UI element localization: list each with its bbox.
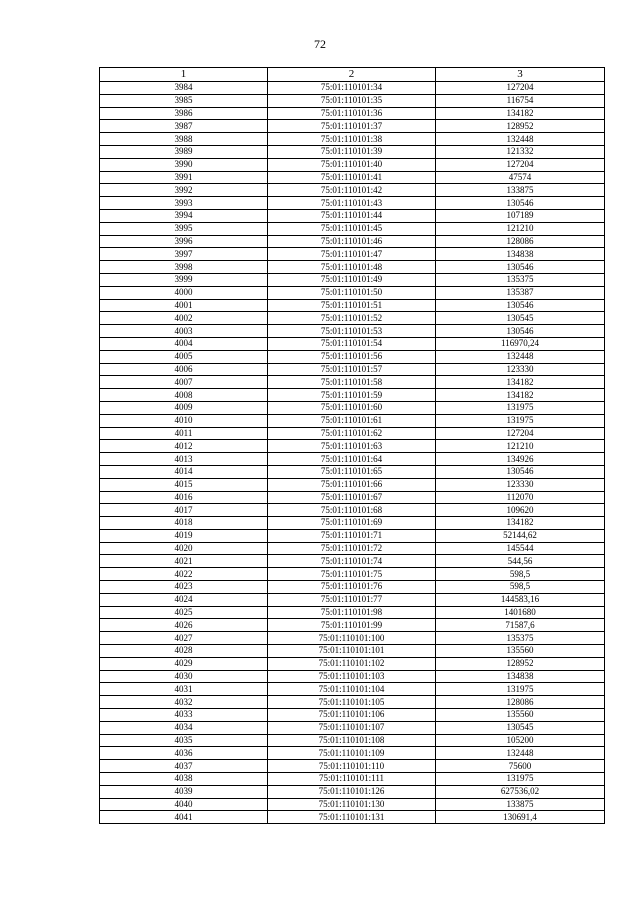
table-row bbox=[100, 145, 605, 158]
value-cell: 130546 bbox=[436, 197, 605, 210]
value-cell: 135375 bbox=[436, 273, 605, 286]
value-cell: 123330 bbox=[436, 478, 605, 491]
table-row bbox=[100, 465, 605, 478]
cadastral-number-cell: 75:01:110101:126 bbox=[268, 785, 436, 798]
cadastral-number-cell: 75:01:110101:60 bbox=[268, 401, 436, 414]
table-row bbox=[100, 286, 605, 299]
row-number-cell: 4031 bbox=[100, 683, 268, 696]
table-row bbox=[100, 107, 605, 120]
cadastral-number-cell: 75:01:110101:74 bbox=[268, 555, 436, 568]
table-row bbox=[100, 363, 605, 376]
cadastral-number-cell: 75:01:110101:109 bbox=[268, 747, 436, 760]
table-row bbox=[100, 606, 605, 619]
row-number-cell: 4023 bbox=[100, 581, 268, 594]
table-row bbox=[100, 657, 605, 670]
row-number-cell: 4014 bbox=[100, 465, 268, 478]
value-cell: 130691,4 bbox=[436, 811, 605, 824]
table-row bbox=[100, 427, 605, 440]
value-cell: 109620 bbox=[436, 504, 605, 517]
value-cell: 130546 bbox=[436, 299, 605, 312]
table-row bbox=[100, 248, 605, 261]
row-number-cell: 4034 bbox=[100, 721, 268, 734]
value-cell: 144583,16 bbox=[436, 593, 605, 606]
cadastral-number-cell: 75:01:110101:98 bbox=[268, 606, 436, 619]
value-cell: 134838 bbox=[436, 670, 605, 683]
table-row bbox=[100, 337, 605, 350]
cadastral-number-cell: 75:01:110101:47 bbox=[268, 248, 436, 261]
column-header-2: 2 bbox=[268, 68, 436, 82]
value-cell: 130545 bbox=[436, 721, 605, 734]
row-number-cell: 4007 bbox=[100, 376, 268, 389]
row-number-cell: 4002 bbox=[100, 312, 268, 325]
value-cell: 134182 bbox=[436, 107, 605, 120]
table-row bbox=[100, 555, 605, 568]
row-number-cell: 4022 bbox=[100, 568, 268, 581]
cadastral-number-cell: 75:01:110101:34 bbox=[268, 82, 436, 95]
row-number-cell: 4020 bbox=[100, 542, 268, 555]
row-number-cell: 4010 bbox=[100, 414, 268, 427]
row-number-cell: 4036 bbox=[100, 747, 268, 760]
table-row bbox=[100, 581, 605, 594]
table-row bbox=[100, 721, 605, 734]
value-cell: 130546 bbox=[436, 261, 605, 274]
column-header-1: 1 bbox=[100, 68, 268, 82]
row-number-cell: 3989 bbox=[100, 145, 268, 158]
value-cell: 107189 bbox=[436, 209, 605, 222]
row-number-cell: 4001 bbox=[100, 299, 268, 312]
value-cell: 127204 bbox=[436, 158, 605, 171]
row-number-cell: 4027 bbox=[100, 632, 268, 645]
value-cell: 544,56 bbox=[436, 555, 605, 568]
cadastral-number-cell: 75:01:110101:37 bbox=[268, 120, 436, 133]
page-number: 72 bbox=[314, 37, 326, 51]
row-number-cell: 4013 bbox=[100, 453, 268, 466]
value-cell: 135375 bbox=[436, 632, 605, 645]
table-row bbox=[100, 350, 605, 363]
row-number-cell: 3999 bbox=[100, 273, 268, 286]
cadastral-number-cell: 75:01:110101:67 bbox=[268, 491, 436, 504]
table-row bbox=[100, 376, 605, 389]
cadastral-number-cell: 75:01:110101:62 bbox=[268, 427, 436, 440]
value-cell: 121210 bbox=[436, 440, 605, 453]
row-number-cell: 4037 bbox=[100, 760, 268, 773]
row-number-cell: 4041 bbox=[100, 811, 268, 824]
table-row bbox=[100, 747, 605, 760]
cadastral-number-cell: 75:01:110101:56 bbox=[268, 350, 436, 363]
value-cell: 116970,24 bbox=[436, 337, 605, 350]
row-number-cell: 4015 bbox=[100, 478, 268, 491]
table-row bbox=[100, 120, 605, 133]
table-row bbox=[100, 619, 605, 632]
table-row bbox=[100, 299, 605, 312]
row-number-cell: 4012 bbox=[100, 440, 268, 453]
value-cell: 145544 bbox=[436, 542, 605, 555]
table-row bbox=[100, 171, 605, 184]
cadastral-number-cell: 75:01:110101:61 bbox=[268, 414, 436, 427]
row-number-cell: 3988 bbox=[100, 133, 268, 146]
value-cell: 123330 bbox=[436, 363, 605, 376]
table-row bbox=[100, 82, 605, 95]
table-row bbox=[100, 312, 605, 325]
table-row bbox=[100, 593, 605, 606]
cadastral-number-cell: 75:01:110101:100 bbox=[268, 632, 436, 645]
value-cell: 52144,62 bbox=[436, 529, 605, 542]
row-number-cell: 4032 bbox=[100, 696, 268, 709]
table-row bbox=[100, 773, 605, 786]
table-row bbox=[100, 709, 605, 722]
row-number-cell: 4029 bbox=[100, 657, 268, 670]
row-number-cell: 4005 bbox=[100, 350, 268, 363]
row-number-cell: 4017 bbox=[100, 504, 268, 517]
table-row bbox=[100, 517, 605, 530]
row-number-cell: 4038 bbox=[100, 773, 268, 786]
row-number-cell: 3985 bbox=[100, 94, 268, 107]
value-cell: 627536,02 bbox=[436, 785, 605, 798]
value-cell: 75600 bbox=[436, 760, 605, 773]
cadastral-number-cell: 75:01:110101:46 bbox=[268, 235, 436, 248]
value-cell: 105200 bbox=[436, 734, 605, 747]
cadastral-number-cell: 75:01:110101:53 bbox=[268, 325, 436, 338]
cadastral-number-cell: 75:01:110101:72 bbox=[268, 542, 436, 555]
row-number-cell: 3994 bbox=[100, 209, 268, 222]
row-number-cell: 4024 bbox=[100, 593, 268, 606]
table-row bbox=[100, 645, 605, 658]
table-row bbox=[100, 542, 605, 555]
value-cell: 598,5 bbox=[436, 581, 605, 594]
row-number-cell: 4016 bbox=[100, 491, 268, 504]
row-number-cell: 4028 bbox=[100, 645, 268, 658]
cadastral-number-cell: 75:01:110101:68 bbox=[268, 504, 436, 517]
row-number-cell: 3993 bbox=[100, 197, 268, 210]
table-row bbox=[100, 760, 605, 773]
cadastral-number-cell: 75:01:110101:107 bbox=[268, 721, 436, 734]
cadastral-number-cell: 75:01:110101:110 bbox=[268, 760, 436, 773]
cadastral-number-cell: 75:01:110101:75 bbox=[268, 568, 436, 581]
cadastral-number-cell: 75:01:110101:77 bbox=[268, 593, 436, 606]
table-row bbox=[100, 133, 605, 146]
value-cell: 128952 bbox=[436, 657, 605, 670]
value-cell: 71587,6 bbox=[436, 619, 605, 632]
table-row bbox=[100, 453, 605, 466]
table-row bbox=[100, 273, 605, 286]
value-cell: 128086 bbox=[436, 235, 605, 248]
value-cell: 131975 bbox=[436, 401, 605, 414]
value-cell: 116754 bbox=[436, 94, 605, 107]
table-row bbox=[100, 222, 605, 235]
table-row bbox=[100, 158, 605, 171]
value-cell: 134182 bbox=[436, 517, 605, 530]
table-row bbox=[100, 94, 605, 107]
cadastral-number-cell: 75:01:110101:49 bbox=[268, 273, 436, 286]
row-number-cell: 4011 bbox=[100, 427, 268, 440]
value-cell: 112070 bbox=[436, 491, 605, 504]
cadastral-number-cell: 75:01:110101:57 bbox=[268, 363, 436, 376]
cadastral-number-cell: 75:01:110101:50 bbox=[268, 286, 436, 299]
table-row bbox=[100, 632, 605, 645]
value-cell: 130546 bbox=[436, 325, 605, 338]
row-number-cell: 3986 bbox=[100, 107, 268, 120]
row-number-cell: 3996 bbox=[100, 235, 268, 248]
row-number-cell: 4008 bbox=[100, 389, 268, 402]
value-cell: 47574 bbox=[436, 171, 605, 184]
row-number-cell: 3990 bbox=[100, 158, 268, 171]
cadastral-number-cell: 75:01:110101:65 bbox=[268, 465, 436, 478]
row-number-cell: 4030 bbox=[100, 670, 268, 683]
value-cell: 131975 bbox=[436, 414, 605, 427]
cadastral-number-cell: 75:01:110101:35 bbox=[268, 94, 436, 107]
column-header-3: 3 bbox=[436, 68, 605, 82]
table-row bbox=[100, 478, 605, 491]
table-row bbox=[100, 785, 605, 798]
row-number-cell: 3987 bbox=[100, 120, 268, 133]
table-row bbox=[100, 504, 605, 517]
cadastral-number-cell: 75:01:110101:106 bbox=[268, 709, 436, 722]
table-row bbox=[100, 261, 605, 274]
cadastral-number-cell: 75:01:110101:43 bbox=[268, 197, 436, 210]
table-row bbox=[100, 670, 605, 683]
value-cell: 135560 bbox=[436, 709, 605, 722]
row-number-cell: 4018 bbox=[100, 517, 268, 530]
table-row bbox=[100, 235, 605, 248]
table-row bbox=[100, 197, 605, 210]
value-cell: 127204 bbox=[436, 427, 605, 440]
value-cell: 1401680 bbox=[436, 606, 605, 619]
value-cell: 130545 bbox=[436, 312, 605, 325]
table-row bbox=[100, 529, 605, 542]
table-row bbox=[100, 389, 605, 402]
value-cell: 133875 bbox=[436, 184, 605, 197]
cadastral-number-cell: 75:01:110101:40 bbox=[268, 158, 436, 171]
row-number-cell: 4019 bbox=[100, 529, 268, 542]
row-number-cell: 3992 bbox=[100, 184, 268, 197]
row-number-cell: 3991 bbox=[100, 171, 268, 184]
cadastral-number-cell: 75:01:110101:36 bbox=[268, 107, 436, 120]
cadastral-number-cell: 75:01:110101:111 bbox=[268, 773, 436, 786]
cadastral-number-cell: 75:01:110101:58 bbox=[268, 376, 436, 389]
value-cell: 121210 bbox=[436, 222, 605, 235]
cadastral-number-cell: 75:01:110101:103 bbox=[268, 670, 436, 683]
row-number-cell: 4009 bbox=[100, 401, 268, 414]
value-cell: 128086 bbox=[436, 696, 605, 709]
row-number-cell: 4004 bbox=[100, 337, 268, 350]
table-row bbox=[100, 325, 605, 338]
cadastral-number-cell: 75:01:110101:59 bbox=[268, 389, 436, 402]
value-cell: 121332 bbox=[436, 145, 605, 158]
row-number-cell: 3997 bbox=[100, 248, 268, 261]
row-number-cell: 4040 bbox=[100, 798, 268, 811]
cadastral-number-cell: 75:01:110101:51 bbox=[268, 299, 436, 312]
value-cell: 128952 bbox=[436, 120, 605, 133]
table-row bbox=[100, 811, 605, 824]
cadastral-number-cell: 75:01:110101:52 bbox=[268, 312, 436, 325]
cadastral-number-cell: 75:01:110101:38 bbox=[268, 133, 436, 146]
value-cell: 132448 bbox=[436, 350, 605, 363]
row-number-cell: 4035 bbox=[100, 734, 268, 747]
cadastral-number-cell: 75:01:110101:102 bbox=[268, 657, 436, 670]
cadastral-number-cell: 75:01:110101:99 bbox=[268, 619, 436, 632]
value-cell: 132448 bbox=[436, 133, 605, 146]
cadastral-number-cell: 75:01:110101:76 bbox=[268, 581, 436, 594]
table-row bbox=[100, 414, 605, 427]
cadastral-number-cell: 75:01:110101:45 bbox=[268, 222, 436, 235]
value-cell: 135560 bbox=[436, 645, 605, 658]
value-cell: 130546 bbox=[436, 465, 605, 478]
row-number-cell: 4021 bbox=[100, 555, 268, 568]
row-number-cell: 3995 bbox=[100, 222, 268, 235]
cadastral-number-cell: 75:01:110101:69 bbox=[268, 517, 436, 530]
cadastral-number-cell: 75:01:110101:131 bbox=[268, 811, 436, 824]
value-cell: 134926 bbox=[436, 453, 605, 466]
cadastral-number-cell: 75:01:110101:54 bbox=[268, 337, 436, 350]
cadastral-number-cell: 75:01:110101:130 bbox=[268, 798, 436, 811]
table-row bbox=[100, 683, 605, 696]
cadastral-number-cell: 75:01:110101:41 bbox=[268, 171, 436, 184]
row-number-cell: 4033 bbox=[100, 709, 268, 722]
value-cell: 131975 bbox=[436, 683, 605, 696]
value-cell: 598,5 bbox=[436, 568, 605, 581]
value-cell: 131975 bbox=[436, 773, 605, 786]
row-number-cell: 4039 bbox=[100, 785, 268, 798]
cadastral-number-cell: 75:01:110101:101 bbox=[268, 645, 436, 658]
table-row bbox=[100, 696, 605, 709]
table-row bbox=[100, 568, 605, 581]
table-row bbox=[100, 734, 605, 747]
table-row bbox=[100, 440, 605, 453]
row-number-cell: 4006 bbox=[100, 363, 268, 376]
cadastral-number-cell: 75:01:110101:64 bbox=[268, 453, 436, 466]
table-row bbox=[100, 184, 605, 197]
row-number-cell: 4003 bbox=[100, 325, 268, 338]
table-row bbox=[100, 798, 605, 811]
cadastral-number-cell: 75:01:110101:48 bbox=[268, 261, 436, 274]
cadastral-number-cell: 75:01:110101:66 bbox=[268, 478, 436, 491]
cadastral-number-cell: 75:01:110101:44 bbox=[268, 209, 436, 222]
row-number-cell: 4026 bbox=[100, 619, 268, 632]
table-row bbox=[100, 209, 605, 222]
value-cell: 133875 bbox=[436, 798, 605, 811]
table-header-row bbox=[100, 68, 605, 82]
value-cell: 134838 bbox=[436, 248, 605, 261]
cadastral-number-cell: 75:01:110101:105 bbox=[268, 696, 436, 709]
row-number-cell: 3998 bbox=[100, 261, 268, 274]
cadastral-number-cell: 75:01:110101:63 bbox=[268, 440, 436, 453]
table-row bbox=[100, 401, 605, 414]
value-cell: 134182 bbox=[436, 389, 605, 402]
cadastral-number-cell: 75:01:110101:104 bbox=[268, 683, 436, 696]
cadastral-number-cell: 75:01:110101:39 bbox=[268, 145, 436, 158]
table-body bbox=[100, 82, 605, 824]
value-cell: 132448 bbox=[436, 747, 605, 760]
data-table bbox=[99, 67, 605, 824]
value-cell: 135387 bbox=[436, 286, 605, 299]
value-cell: 134182 bbox=[436, 376, 605, 389]
row-number-cell: 4025 bbox=[100, 606, 268, 619]
cadastral-number-cell: 75:01:110101:108 bbox=[268, 734, 436, 747]
cadastral-number-cell: 75:01:110101:71 bbox=[268, 529, 436, 542]
value-cell: 127204 bbox=[436, 82, 605, 95]
cadastral-number-cell: 75:01:110101:42 bbox=[268, 184, 436, 197]
row-number-cell: 4000 bbox=[100, 286, 268, 299]
row-number-cell: 3984 bbox=[100, 82, 268, 95]
table-row bbox=[100, 491, 605, 504]
